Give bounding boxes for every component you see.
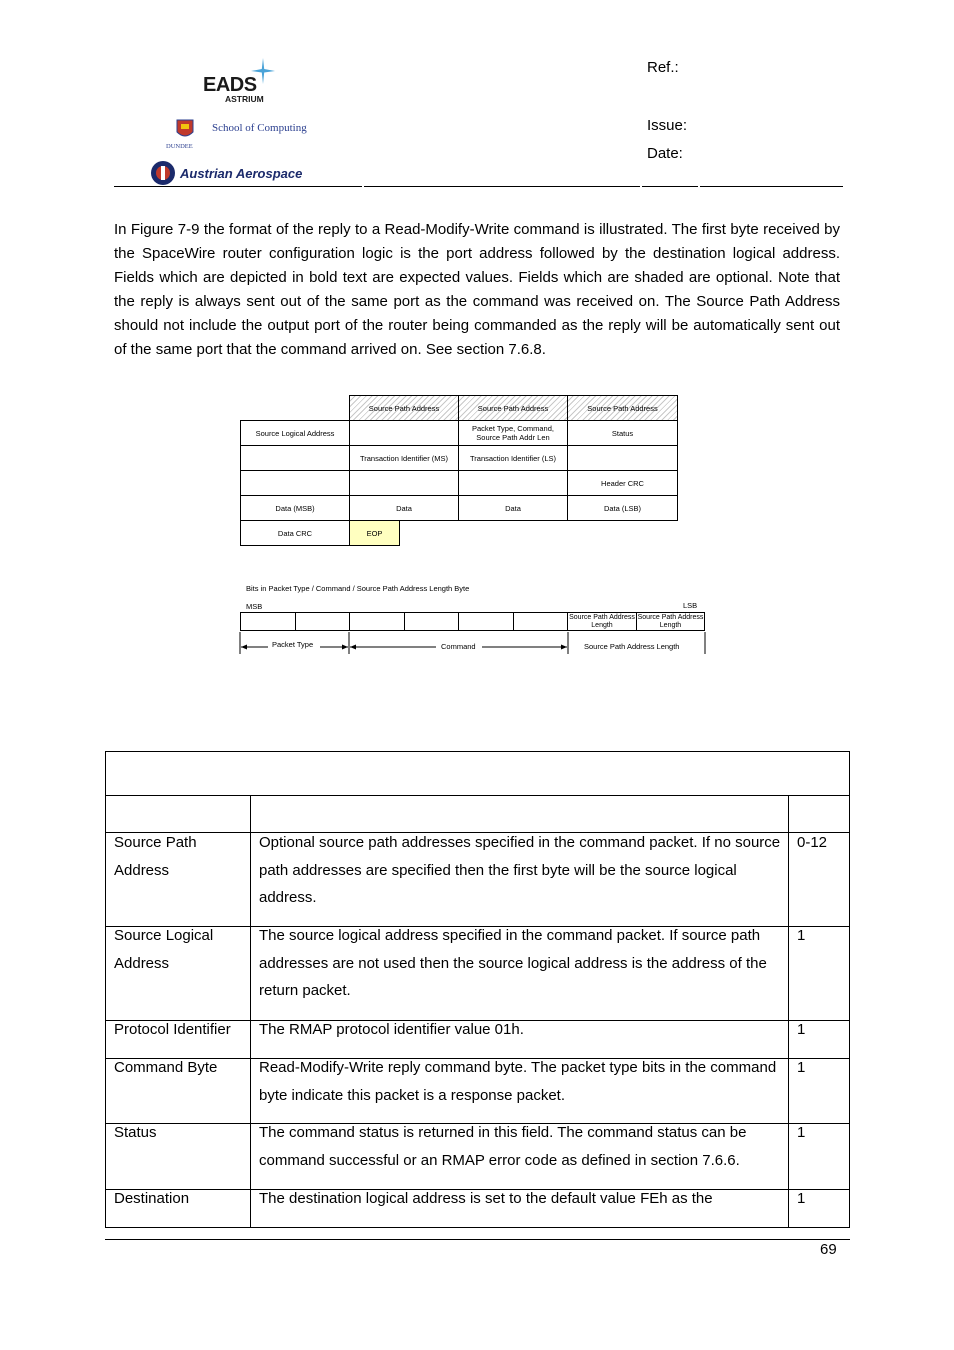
star-icon	[251, 58, 275, 84]
table-field: Protocol Identifier	[114, 1021, 231, 1038]
figure-cell: Data (MSB)	[240, 495, 350, 521]
bit-cell: Source Path Address Length	[636, 612, 705, 631]
bit-cell	[349, 612, 405, 631]
dundee-small-text: DUNDEE	[166, 143, 193, 150]
spal-label: Source Path Address Length	[584, 642, 680, 651]
figure-cell	[240, 445, 350, 471]
figure-cell: Status	[567, 420, 678, 446]
aerospace-logo-text: Austrian Aerospace	[180, 166, 303, 181]
table-field: Destination	[114, 1190, 190, 1207]
figure-cell	[240, 470, 350, 496]
lsb-label: LSB	[683, 601, 698, 610]
table-desc: The source logical address specified in the command packet. If source path addresses are not used then the source logical address is the address of the return packet.	[259, 927, 767, 999]
table-desc: The command status is returned in this field. The command status can be command successful or an RMAP error code as defined in section 7.6.6.	[259, 1124, 747, 1169]
table-field: Source Logical Address	[114, 927, 214, 972]
bit-cell: Source Path Address Length	[567, 612, 637, 631]
table-field: Status	[114, 1124, 157, 1141]
table-divider	[250, 795, 251, 1228]
table-field: Source Path Address	[114, 834, 197, 879]
table-field: Command Byte	[114, 1059, 218, 1076]
table-desc: Read-Modify-Write reply command byte. The packet type bits in the command byte indicate this packet is a response packet.	[259, 1059, 777, 1104]
bit-cell	[404, 612, 459, 631]
table-divider	[788, 795, 789, 1228]
page-number: 69	[820, 1241, 837, 1258]
bit-cell	[295, 612, 350, 631]
figure-cell: Source Path Address	[349, 395, 459, 421]
table-size: 1	[797, 1124, 806, 1141]
command-label: Command	[441, 642, 476, 651]
table-size: 1	[797, 1190, 806, 1207]
table-size: 1	[797, 1059, 806, 1076]
figure-cell: Data	[458, 495, 568, 521]
bit-cell	[513, 612, 568, 631]
eads-logo-text: EADS	[203, 74, 257, 96]
figure-cell: Transaction Identifier (LS)	[458, 445, 568, 471]
figure-cell	[349, 420, 459, 446]
header-rule	[364, 186, 640, 187]
figure-cell: Data	[349, 495, 459, 521]
header-rule	[700, 186, 843, 187]
figure-cell: Source Path Address	[567, 395, 678, 421]
header-rule	[642, 186, 698, 187]
footer-rule	[105, 1239, 850, 1240]
astrium-logo-text: ASTRIUM	[225, 94, 264, 104]
eads-astrium-logo	[203, 58, 283, 108]
msb-label: MSB	[246, 602, 263, 611]
date-label: Date:	[647, 145, 683, 162]
dundee-logo-text: School of Computing	[212, 122, 307, 134]
figure-cell	[567, 445, 678, 471]
figure-cell: Data (LSB)	[567, 495, 678, 521]
dundee-logo	[158, 112, 333, 154]
austrian-aerospace-logo	[150, 160, 335, 186]
figure-cell: Packet Type, Command, Source Path Addr Len	[458, 420, 568, 446]
bit-cell	[458, 612, 514, 631]
eop-cell: EOP	[349, 520, 400, 546]
figure-cell: Source Logical Address	[240, 420, 350, 446]
header-rule	[114, 186, 362, 187]
table-size: 1	[797, 1021, 806, 1038]
figure-cell: Transaction Identifier (MS)	[349, 445, 459, 471]
table-desc: Optional source path addresses specified in the command packet. If no source path addresses are specified then the first byte will be the source logical address.	[259, 834, 781, 906]
packet-type-label: Packet Type	[272, 640, 314, 649]
figure-cell: Data CRC	[240, 520, 350, 546]
table-desc: The RMAP protocol identifier value 01h.	[259, 1021, 524, 1038]
ref-label: Ref.:	[647, 59, 679, 76]
table-divider	[105, 795, 850, 796]
figure-cell: Source Path Address	[458, 395, 568, 421]
body-paragraph: In Figure 7-9 the format of the reply to a Read-Modify-Write command is illustrated. The first byte received by the SpaceWire router configuration logic is the port address followed by the destination logical address. Fields which are depicted in bold text are expected values. Fields which are shaded are optional. Note that the reply is always sent out of the same port as the command was received on. The Source Path Address should not include the output port of the router being commanded as the reply will be automatically sent out of the same port that the command arrived on. See section 7.6.8.	[114, 221, 840, 358]
bits-title: Bits in Packet Type / Command / Source Path Address Length Byte	[246, 584, 470, 593]
figure-cell	[458, 470, 568, 496]
aerospace-emblem-icon	[150, 160, 176, 186]
bit-cell	[240, 612, 296, 631]
table-size: 1	[797, 927, 806, 944]
table-size: 0-12	[797, 834, 828, 851]
table-desc: The destination logical address is set to the default value FEh as the	[259, 1190, 713, 1207]
university-crest-icon	[168, 112, 202, 146]
figure-cell: Header CRC	[567, 470, 678, 496]
figure-cell	[349, 470, 459, 496]
issue-label: Issue:	[647, 117, 688, 134]
